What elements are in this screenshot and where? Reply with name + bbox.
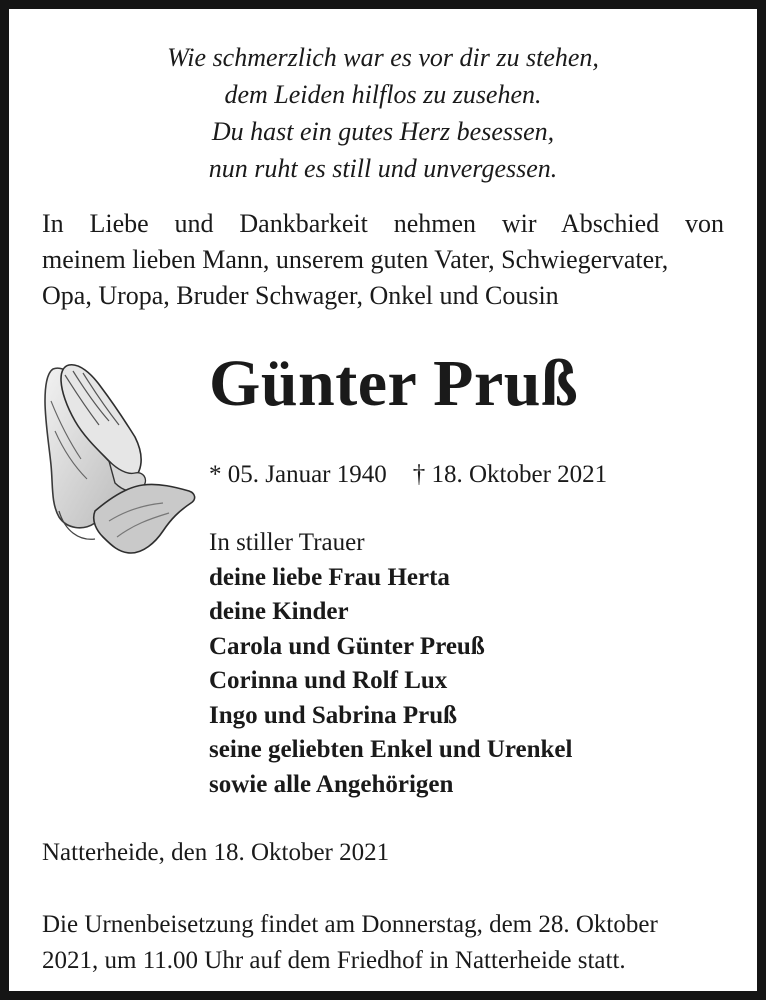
burial-line: Die Urnenbeisetzung findet am Donnerstag, dem 28. Oktober bbox=[42, 911, 658, 938]
burial-line: 2021, um 11.00 Uhr auf dem Friedhof in Natterheide statt. bbox=[42, 947, 626, 974]
place-and-date: Natterheide, den 18. Oktober 2021 bbox=[42, 839, 390, 866]
poem bbox=[9, 39, 757, 187]
burial-notice bbox=[42, 907, 724, 979]
birth-date: * 05. Januar 1940 bbox=[209, 461, 387, 488]
mourner-entry: sowie alle Angehörigen bbox=[209, 770, 454, 798]
poem-line: dem Leiden hilflos zu zusehen. bbox=[224, 80, 542, 109]
mourner-entry: Carola und Günter Preuß bbox=[209, 632, 485, 660]
mourner-entry: deine Kinder bbox=[209, 598, 349, 625]
death-date: † 18. Oktober 2021 bbox=[412, 461, 608, 488]
deceased-name: Günter Pruß bbox=[209, 347, 579, 420]
mourner-entry: seine geliebten Enkel und Urenkel bbox=[209, 736, 573, 763]
mourners-list bbox=[209, 526, 572, 802]
life-dates bbox=[209, 458, 607, 492]
praying-hands-icon bbox=[39, 361, 199, 561]
intro-line: In Liebe und Dankbarkeit nehmen wir Abschied von bbox=[42, 209, 724, 238]
mourner-entry: Corinna und Rolf Lux bbox=[209, 667, 448, 694]
poem-line: Du hast ein gutes Herz besessen, bbox=[211, 117, 555, 146]
intro-line: meinem lieben Mann, unserem guten Vater, Schwiegervater, bbox=[42, 245, 669, 274]
poem-line: Wie schmerzlich war es vor dir zu stehen, bbox=[167, 43, 599, 72]
mourners-heading: In stiller Trauer bbox=[209, 529, 365, 556]
mourner-entry: Ingo und Sabrina Pruß bbox=[209, 701, 458, 729]
intro-text bbox=[42, 206, 724, 314]
intro-line: Opa, Uropa, Bruder Schwager, Onkel und Cousin bbox=[42, 281, 559, 310]
mourner-entry: deine liebe Frau Herta bbox=[209, 563, 450, 591]
poem-line: nun ruht es still und unvergessen. bbox=[208, 154, 558, 183]
